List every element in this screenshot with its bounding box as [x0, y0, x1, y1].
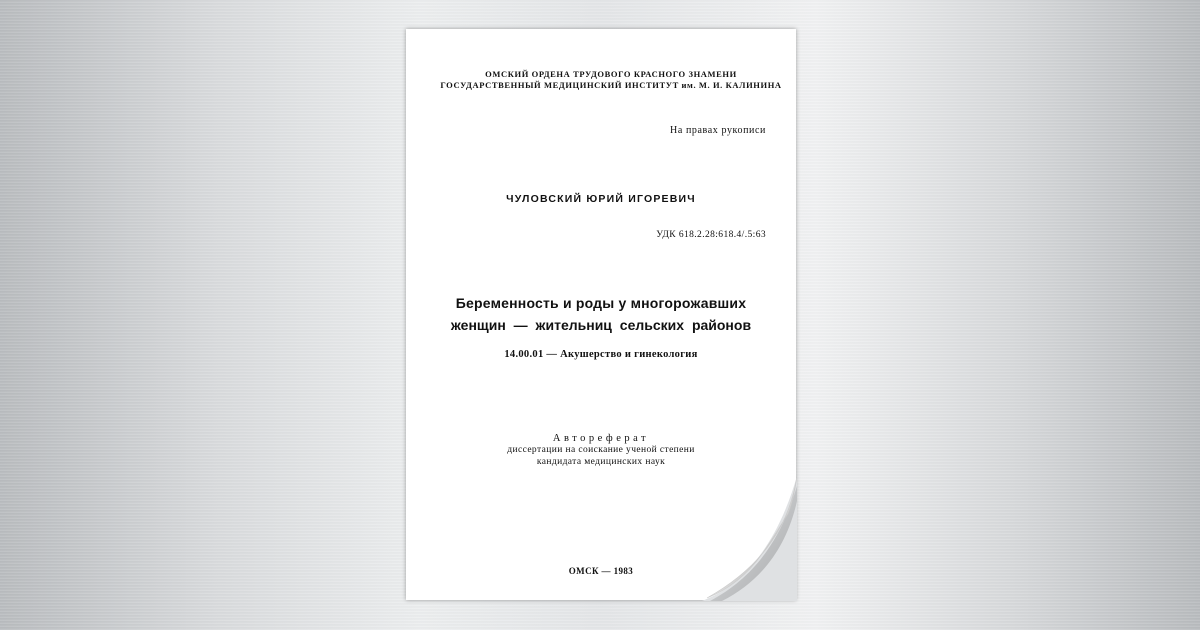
- document-page: [406, 29, 796, 600]
- author-name: ЧУЛОВСКИЙ ЮРИЙ ИГОРЕВИЧ: [506, 193, 696, 205]
- title-line1: Беременность и роды у многорожавших: [455, 295, 747, 311]
- abstract-subtitle-line2: кандидата медицинских наук: [536, 457, 666, 467]
- udc-code: УДК 618.2.28:618.4/.5:63: [656, 230, 766, 240]
- page-curl: [702, 476, 797, 601]
- title-line2: женщин — жительниц сельских районов: [450, 317, 752, 333]
- abstract-heading: Автореферат: [552, 433, 650, 444]
- city-year: ОМСК — 1983: [568, 566, 634, 576]
- institution-name-line2: ГОСУДАРСТВЕННЫЙ МЕДИЦИНСКИЙ ИНСТИТУТ им. М. И. КАЛИНИНА: [440, 80, 782, 90]
- institution-name-line1: ОМСКИЙ ОРДЕНА ТРУДОВОГО КРАСНОГО ЗНАМЕНИ: [485, 69, 737, 79]
- specialty: 14.00.01 — Акушерство и гинекология: [504, 349, 698, 360]
- abstract-subtitle-line1: диссертации на соискание ученой степени: [507, 445, 695, 455]
- rights-note: На правах рукописи: [670, 125, 766, 136]
